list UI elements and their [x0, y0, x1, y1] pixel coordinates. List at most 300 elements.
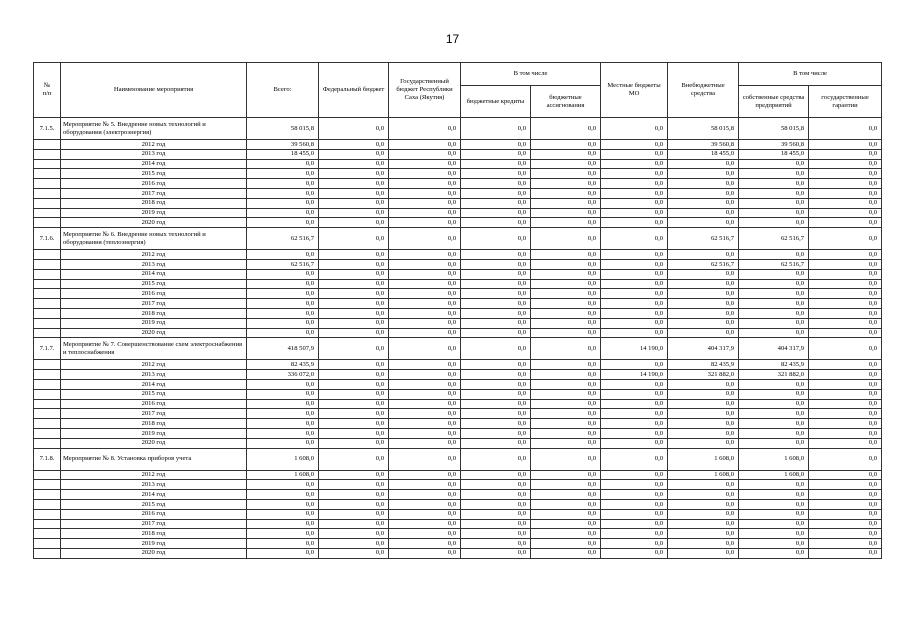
- year-row: [34, 539, 882, 549]
- year-label: 2018 год: [61, 308, 247, 318]
- year-value-cell: 0,0: [319, 509, 389, 519]
- header-including-2: В том числе: [739, 63, 882, 86]
- year-value-cell: 0,0: [668, 318, 739, 328]
- year-value-cell: 0,0: [319, 360, 389, 370]
- measure-name: Мероприятие № 6. Внедрение новых технологий и оборудования (теплоэнергия): [61, 228, 247, 250]
- year-value-cell: 0,0: [389, 548, 461, 558]
- year-value-cell: 18 455,0: [247, 149, 319, 159]
- year-value-cell: 62 516,7: [739, 259, 809, 269]
- measure-total-cell: 62 516,7: [668, 228, 739, 250]
- year-row: [34, 548, 882, 558]
- year-value-cell: 0,0: [247, 198, 319, 208]
- measure-total-cell: 0,0: [809, 228, 882, 250]
- year-label: 2018 год: [61, 529, 247, 539]
- year-row-code: [34, 149, 61, 159]
- year-row-code: [34, 159, 61, 169]
- year-label: 2013 год: [61, 259, 247, 269]
- year-value-cell: 0,0: [739, 419, 809, 429]
- year-value-cell: 0,0: [531, 490, 601, 500]
- year-value-cell: 0,0: [668, 499, 739, 509]
- year-value-cell: 0,0: [319, 409, 389, 419]
- year-row: [34, 208, 882, 218]
- year-value-cell: 0,0: [319, 419, 389, 429]
- year-value-cell: 62 516,7: [668, 259, 739, 269]
- year-row-code: [34, 548, 61, 558]
- year-value-cell: 0,0: [809, 179, 882, 189]
- year-value-cell: 0,0: [389, 529, 461, 539]
- measure-total-cell: 418 507,9: [247, 338, 319, 360]
- year-value-cell: 0,0: [668, 250, 739, 260]
- measure-total-cell: 0,0: [601, 448, 668, 470]
- year-value-cell: 0,0: [389, 509, 461, 519]
- year-value-cell: 0,0: [739, 218, 809, 228]
- year-value-cell: 0,0: [739, 480, 809, 490]
- year-value-cell: 0,0: [247, 509, 319, 519]
- year-row: [34, 198, 882, 208]
- year-value-cell: 0,0: [668, 299, 739, 309]
- year-value-cell: 0,0: [809, 259, 882, 269]
- year-row-code: [34, 370, 61, 380]
- header-republic: Государственный бюджет Республики Саха (Якутия): [389, 63, 461, 118]
- year-label: 2015 год: [61, 499, 247, 509]
- year-value-cell: 0,0: [531, 140, 601, 150]
- year-label: 2012 год: [61, 360, 247, 370]
- year-row: [34, 499, 882, 509]
- year-value-cell: 0,0: [601, 399, 668, 409]
- year-value-cell: 0,0: [319, 328, 389, 338]
- year-value-cell: 0,0: [601, 509, 668, 519]
- year-row: [34, 250, 882, 260]
- year-label: 2014 год: [61, 269, 247, 279]
- year-value-cell: 0,0: [809, 149, 882, 159]
- year-row: [34, 470, 882, 480]
- year-row: [34, 480, 882, 490]
- year-label: 2018 год: [61, 419, 247, 429]
- year-value-cell: 0,0: [531, 509, 601, 519]
- year-label: 2016 год: [61, 509, 247, 519]
- year-value-cell: 0,0: [531, 169, 601, 179]
- year-value-cell: 0,0: [389, 318, 461, 328]
- year-value-cell: 0,0: [461, 140, 531, 150]
- table-body: [34, 118, 882, 559]
- year-value-cell: 0,0: [319, 218, 389, 228]
- year-value-cell: 0,0: [531, 159, 601, 169]
- year-value-cell: 0,0: [389, 169, 461, 179]
- year-value-cell: 0,0: [668, 548, 739, 558]
- year-value-cell: 0,0: [739, 308, 809, 318]
- year-row: [34, 169, 882, 179]
- year-value-cell: 0,0: [247, 548, 319, 558]
- year-value-cell: 0,0: [461, 269, 531, 279]
- year-value-cell: 0,0: [809, 539, 882, 549]
- year-value-cell: 0,0: [389, 328, 461, 338]
- measure-code: 7.1.7.: [34, 338, 61, 360]
- year-value-cell: 0,0: [668, 279, 739, 289]
- year-row-code: [34, 438, 61, 448]
- year-value-cell: 0,0: [247, 269, 319, 279]
- year-value-cell: 0,0: [389, 289, 461, 299]
- year-value-cell: 0,0: [601, 438, 668, 448]
- year-value-cell: 0,0: [531, 208, 601, 218]
- year-row: [34, 140, 882, 150]
- year-value-cell: 0,0: [531, 409, 601, 419]
- year-value-cell: 0,0: [461, 529, 531, 539]
- year-row-code: [34, 419, 61, 429]
- year-value-cell: 0,0: [319, 269, 389, 279]
- year-value-cell: 0,0: [668, 409, 739, 419]
- year-row: [34, 308, 882, 318]
- year-value-cell: 0,0: [739, 399, 809, 409]
- year-value-cell: 0,0: [668, 169, 739, 179]
- year-row: [34, 328, 882, 338]
- year-label: 2015 год: [61, 169, 247, 179]
- year-value-cell: 0,0: [601, 140, 668, 150]
- measure-total-cell: 404 317,9: [668, 338, 739, 360]
- year-value-cell: 0,0: [319, 499, 389, 509]
- year-value-cell: 0,0: [531, 470, 601, 480]
- measure-total-cell: 0,0: [461, 338, 531, 360]
- year-value-cell: 0,0: [601, 499, 668, 509]
- year-value-cell: 0,0: [531, 289, 601, 299]
- year-value-cell: 0,0: [247, 179, 319, 189]
- year-row-code: [34, 499, 61, 509]
- year-value-cell: 0,0: [739, 179, 809, 189]
- year-value-cell: 0,0: [319, 159, 389, 169]
- measure-total-cell: 0,0: [319, 338, 389, 360]
- year-value-cell: 0,0: [247, 250, 319, 260]
- year-value-cell: 0,0: [319, 188, 389, 198]
- measure-total-cell: 0,0: [461, 448, 531, 470]
- measure-row: [34, 448, 882, 470]
- year-value-cell: 0,0: [389, 299, 461, 309]
- year-value-cell: 0,0: [319, 539, 389, 549]
- year-value-cell: 0,0: [247, 169, 319, 179]
- year-value-cell: 0,0: [389, 399, 461, 409]
- year-value-cell: 0,0: [601, 179, 668, 189]
- year-row: [34, 179, 882, 189]
- year-value-cell: 0,0: [601, 379, 668, 389]
- header-no: № п/п: [34, 63, 61, 118]
- year-value-cell: 0,0: [319, 389, 389, 399]
- year-row-code: [34, 318, 61, 328]
- year-row-code: [34, 308, 61, 318]
- year-value-cell: 0,0: [531, 198, 601, 208]
- year-value-cell: 0,0: [739, 169, 809, 179]
- year-value-cell: 0,0: [809, 370, 882, 380]
- year-value-cell: 0,0: [531, 250, 601, 260]
- year-value-cell: 62 516,7: [247, 259, 319, 269]
- measure-total-cell: 62 516,7: [739, 228, 809, 250]
- year-row-code: [34, 529, 61, 539]
- year-value-cell: 0,0: [461, 370, 531, 380]
- year-value-cell: 0,0: [601, 428, 668, 438]
- year-row-code: [34, 539, 61, 549]
- measure-row: [34, 338, 882, 360]
- year-value-cell: 0,0: [461, 519, 531, 529]
- year-value-cell: 0,0: [319, 399, 389, 409]
- year-label: 2013 год: [61, 370, 247, 380]
- year-value-cell: 0,0: [809, 490, 882, 500]
- year-value-cell: 0,0: [739, 519, 809, 529]
- year-value-cell: 0,0: [601, 149, 668, 159]
- year-row: [34, 409, 882, 419]
- year-value-cell: 0,0: [319, 299, 389, 309]
- year-value-cell: 0,0: [319, 438, 389, 448]
- year-row: [34, 399, 882, 409]
- header-assignments: бюджетные ассигнования: [531, 86, 601, 118]
- year-value-cell: 0,0: [739, 539, 809, 549]
- year-value-cell: 0,0: [668, 269, 739, 279]
- year-value-cell: 0,0: [739, 279, 809, 289]
- year-value-cell: 0,0: [531, 370, 601, 380]
- year-value-cell: 0,0: [531, 539, 601, 549]
- year-label: 2017 год: [61, 409, 247, 419]
- measure-total-cell: 0,0: [809, 448, 882, 470]
- year-value-cell: 0,0: [531, 218, 601, 228]
- year-value-cell: 0,0: [461, 428, 531, 438]
- year-row-code: [34, 490, 61, 500]
- year-value-cell: 0,0: [601, 289, 668, 299]
- year-value-cell: 0,0: [389, 438, 461, 448]
- year-value-cell: 0,0: [389, 470, 461, 480]
- year-value-cell: 0,0: [531, 328, 601, 338]
- year-value-cell: 0,0: [809, 269, 882, 279]
- year-value-cell: 0,0: [601, 470, 668, 480]
- measure-total-cell: 0,0: [809, 118, 882, 140]
- measure-total-cell: 0,0: [389, 118, 461, 140]
- year-value-cell: 0,0: [809, 399, 882, 409]
- measure-total-cell: 14 190,0: [601, 338, 668, 360]
- year-value-cell: 0,0: [809, 159, 882, 169]
- year-value-cell: 0,0: [739, 318, 809, 328]
- year-row-code: [34, 328, 61, 338]
- year-value-cell: 0,0: [668, 198, 739, 208]
- year-value-cell: 0,0: [389, 198, 461, 208]
- year-row: [34, 389, 882, 399]
- year-value-cell: 0,0: [461, 208, 531, 218]
- year-value-cell: 0,0: [319, 480, 389, 490]
- year-value-cell: 0,0: [668, 208, 739, 218]
- year-value-cell: 0,0: [319, 379, 389, 389]
- year-value-cell: 0,0: [739, 208, 809, 218]
- year-value-cell: 0,0: [601, 218, 668, 228]
- measure-total-cell: 58 015,8: [247, 118, 319, 140]
- year-value-cell: 0,0: [389, 379, 461, 389]
- year-row-code: [34, 519, 61, 529]
- year-value-cell: 0,0: [809, 218, 882, 228]
- year-label: 2013 год: [61, 480, 247, 490]
- year-value-cell: 0,0: [531, 259, 601, 269]
- year-value-cell: 0,0: [319, 179, 389, 189]
- year-value-cell: 0,0: [461, 279, 531, 289]
- year-label: 2015 год: [61, 389, 247, 399]
- year-value-cell: 0,0: [601, 328, 668, 338]
- year-value-cell: 0,0: [809, 140, 882, 150]
- year-label: 2012 год: [61, 140, 247, 150]
- year-value-cell: 0,0: [461, 289, 531, 299]
- year-value-cell: 0,0: [739, 188, 809, 198]
- year-label: 2020 год: [61, 218, 247, 228]
- table-header: [34, 63, 882, 118]
- year-value-cell: 0,0: [247, 499, 319, 509]
- year-value-cell: 0,0: [247, 188, 319, 198]
- year-value-cell: 18 455,0: [739, 149, 809, 159]
- header-own-funds: собственные средства предприятий: [739, 86, 809, 118]
- year-value-cell: 0,0: [389, 519, 461, 529]
- year-value-cell: 0,0: [461, 409, 531, 419]
- year-label: 2017 год: [61, 188, 247, 198]
- year-value-cell: 0,0: [319, 169, 389, 179]
- year-value-cell: 0,0: [809, 529, 882, 539]
- year-value-cell: 0,0: [601, 419, 668, 429]
- year-row-code: [34, 169, 61, 179]
- year-row: [34, 279, 882, 289]
- year-value-cell: 0,0: [601, 159, 668, 169]
- year-value-cell: 0,0: [389, 188, 461, 198]
- year-value-cell: 0,0: [809, 198, 882, 208]
- year-value-cell: 321 882,0: [739, 370, 809, 380]
- year-value-cell: 39 560,8: [739, 140, 809, 150]
- year-value-cell: 0,0: [461, 308, 531, 318]
- year-value-cell: 0,0: [319, 250, 389, 260]
- year-value-cell: 0,0: [531, 149, 601, 159]
- year-value-cell: 0,0: [389, 370, 461, 380]
- measure-code: 7.1.6.: [34, 228, 61, 250]
- year-value-cell: 0,0: [389, 250, 461, 260]
- year-row: [34, 318, 882, 328]
- measure-code: 7.1.5.: [34, 118, 61, 140]
- year-value-cell: 0,0: [461, 490, 531, 500]
- year-value-cell: 0,0: [601, 308, 668, 318]
- year-row: [34, 509, 882, 519]
- year-label: 2016 год: [61, 399, 247, 409]
- year-value-cell: 0,0: [461, 299, 531, 309]
- year-value-cell: 0,0: [809, 480, 882, 490]
- year-value-cell: 0,0: [461, 188, 531, 198]
- year-value-cell: 0,0: [601, 299, 668, 309]
- year-value-cell: 0,0: [531, 360, 601, 370]
- year-value-cell: 0,0: [668, 308, 739, 318]
- measure-total-cell: 0,0: [531, 228, 601, 250]
- year-row: [34, 289, 882, 299]
- year-value-cell: 0,0: [389, 279, 461, 289]
- year-value-cell: 0,0: [601, 318, 668, 328]
- year-value-cell: 0,0: [601, 360, 668, 370]
- year-value-cell: 0,0: [461, 218, 531, 228]
- year-value-cell: 0,0: [531, 188, 601, 198]
- year-row: [34, 149, 882, 159]
- year-value-cell: 0,0: [531, 389, 601, 399]
- year-value-cell: 0,0: [601, 519, 668, 529]
- year-label: 2018 год: [61, 198, 247, 208]
- year-value-cell: 0,0: [739, 198, 809, 208]
- year-value-cell: 0,0: [319, 308, 389, 318]
- year-value-cell: 0,0: [461, 360, 531, 370]
- year-value-cell: 0,0: [668, 490, 739, 500]
- year-row-code: [34, 208, 61, 218]
- year-value-cell: 0,0: [389, 428, 461, 438]
- year-value-cell: 0,0: [739, 250, 809, 260]
- year-value-cell: 0,0: [247, 539, 319, 549]
- year-value-cell: 0,0: [247, 289, 319, 299]
- header-name: Наименование мероприятия: [61, 63, 247, 118]
- year-value-cell: 0,0: [247, 490, 319, 500]
- year-row: [34, 419, 882, 429]
- year-value-cell: 0,0: [739, 529, 809, 539]
- year-value-cell: 0,0: [319, 548, 389, 558]
- year-value-cell: 0,0: [531, 299, 601, 309]
- year-value-cell: 0,0: [531, 399, 601, 409]
- year-row-code: [34, 188, 61, 198]
- year-label: 2020 год: [61, 328, 247, 338]
- year-value-cell: 0,0: [531, 529, 601, 539]
- year-value-cell: 0,0: [531, 279, 601, 289]
- measure-row: [34, 228, 882, 250]
- year-value-cell: 0,0: [247, 159, 319, 169]
- year-row-code: [34, 259, 61, 269]
- year-row-code: [34, 269, 61, 279]
- year-value-cell: 0,0: [247, 299, 319, 309]
- year-value-cell: 0,0: [809, 499, 882, 509]
- year-value-cell: 0,0: [389, 480, 461, 490]
- year-row-code: [34, 198, 61, 208]
- year-value-cell: 0,0: [601, 198, 668, 208]
- year-value-cell: 0,0: [809, 308, 882, 318]
- year-row: [34, 259, 882, 269]
- year-value-cell: 0,0: [601, 188, 668, 198]
- year-value-cell: 0,0: [809, 470, 882, 480]
- measure-total-cell: 0,0: [389, 338, 461, 360]
- year-row: [34, 188, 882, 198]
- year-value-cell: 0,0: [809, 289, 882, 299]
- year-value-cell: 0,0: [668, 399, 739, 409]
- measure-total-cell: 1 608,0: [247, 448, 319, 470]
- year-value-cell: 0,0: [389, 159, 461, 169]
- year-value-cell: 0,0: [601, 480, 668, 490]
- year-value-cell: 0,0: [739, 159, 809, 169]
- year-value-cell: 0,0: [461, 159, 531, 169]
- year-value-cell: 0,0: [389, 499, 461, 509]
- year-value-cell: 0,0: [668, 480, 739, 490]
- year-value-cell: 0,0: [531, 269, 601, 279]
- year-value-cell: 0,0: [739, 269, 809, 279]
- measure-total-cell: 58 015,8: [739, 118, 809, 140]
- year-value-cell: 0,0: [247, 480, 319, 490]
- year-value-cell: 0,0: [668, 188, 739, 198]
- measure-name: Мероприятие № 7. Совершенствование схем электроснабжения и теплоснабжения: [61, 338, 247, 360]
- year-value-cell: 0,0: [247, 318, 319, 328]
- year-label: 2019 год: [61, 208, 247, 218]
- year-row-code: [34, 140, 61, 150]
- measure-total-cell: 58 015,8: [668, 118, 739, 140]
- measure-name: Мероприятие № 8. Установка приборов учета: [61, 448, 247, 470]
- year-value-cell: 0,0: [531, 179, 601, 189]
- year-value-cell: 0,0: [531, 548, 601, 558]
- year-row-code: [34, 360, 61, 370]
- year-row-code: [34, 299, 61, 309]
- year-label: 2012 год: [61, 470, 247, 480]
- year-value-cell: 0,0: [739, 490, 809, 500]
- header-including-1: В том числе: [461, 63, 601, 86]
- year-value-cell: 0,0: [247, 409, 319, 419]
- year-value-cell: 1 608,0: [247, 470, 319, 480]
- year-value-cell: 0,0: [319, 519, 389, 529]
- header-credits: бюджетные кредиты: [461, 86, 531, 118]
- year-row-code: [34, 289, 61, 299]
- year-value-cell: 0,0: [319, 470, 389, 480]
- year-value-cell: 0,0: [319, 289, 389, 299]
- measure-total-cell: 0,0: [319, 228, 389, 250]
